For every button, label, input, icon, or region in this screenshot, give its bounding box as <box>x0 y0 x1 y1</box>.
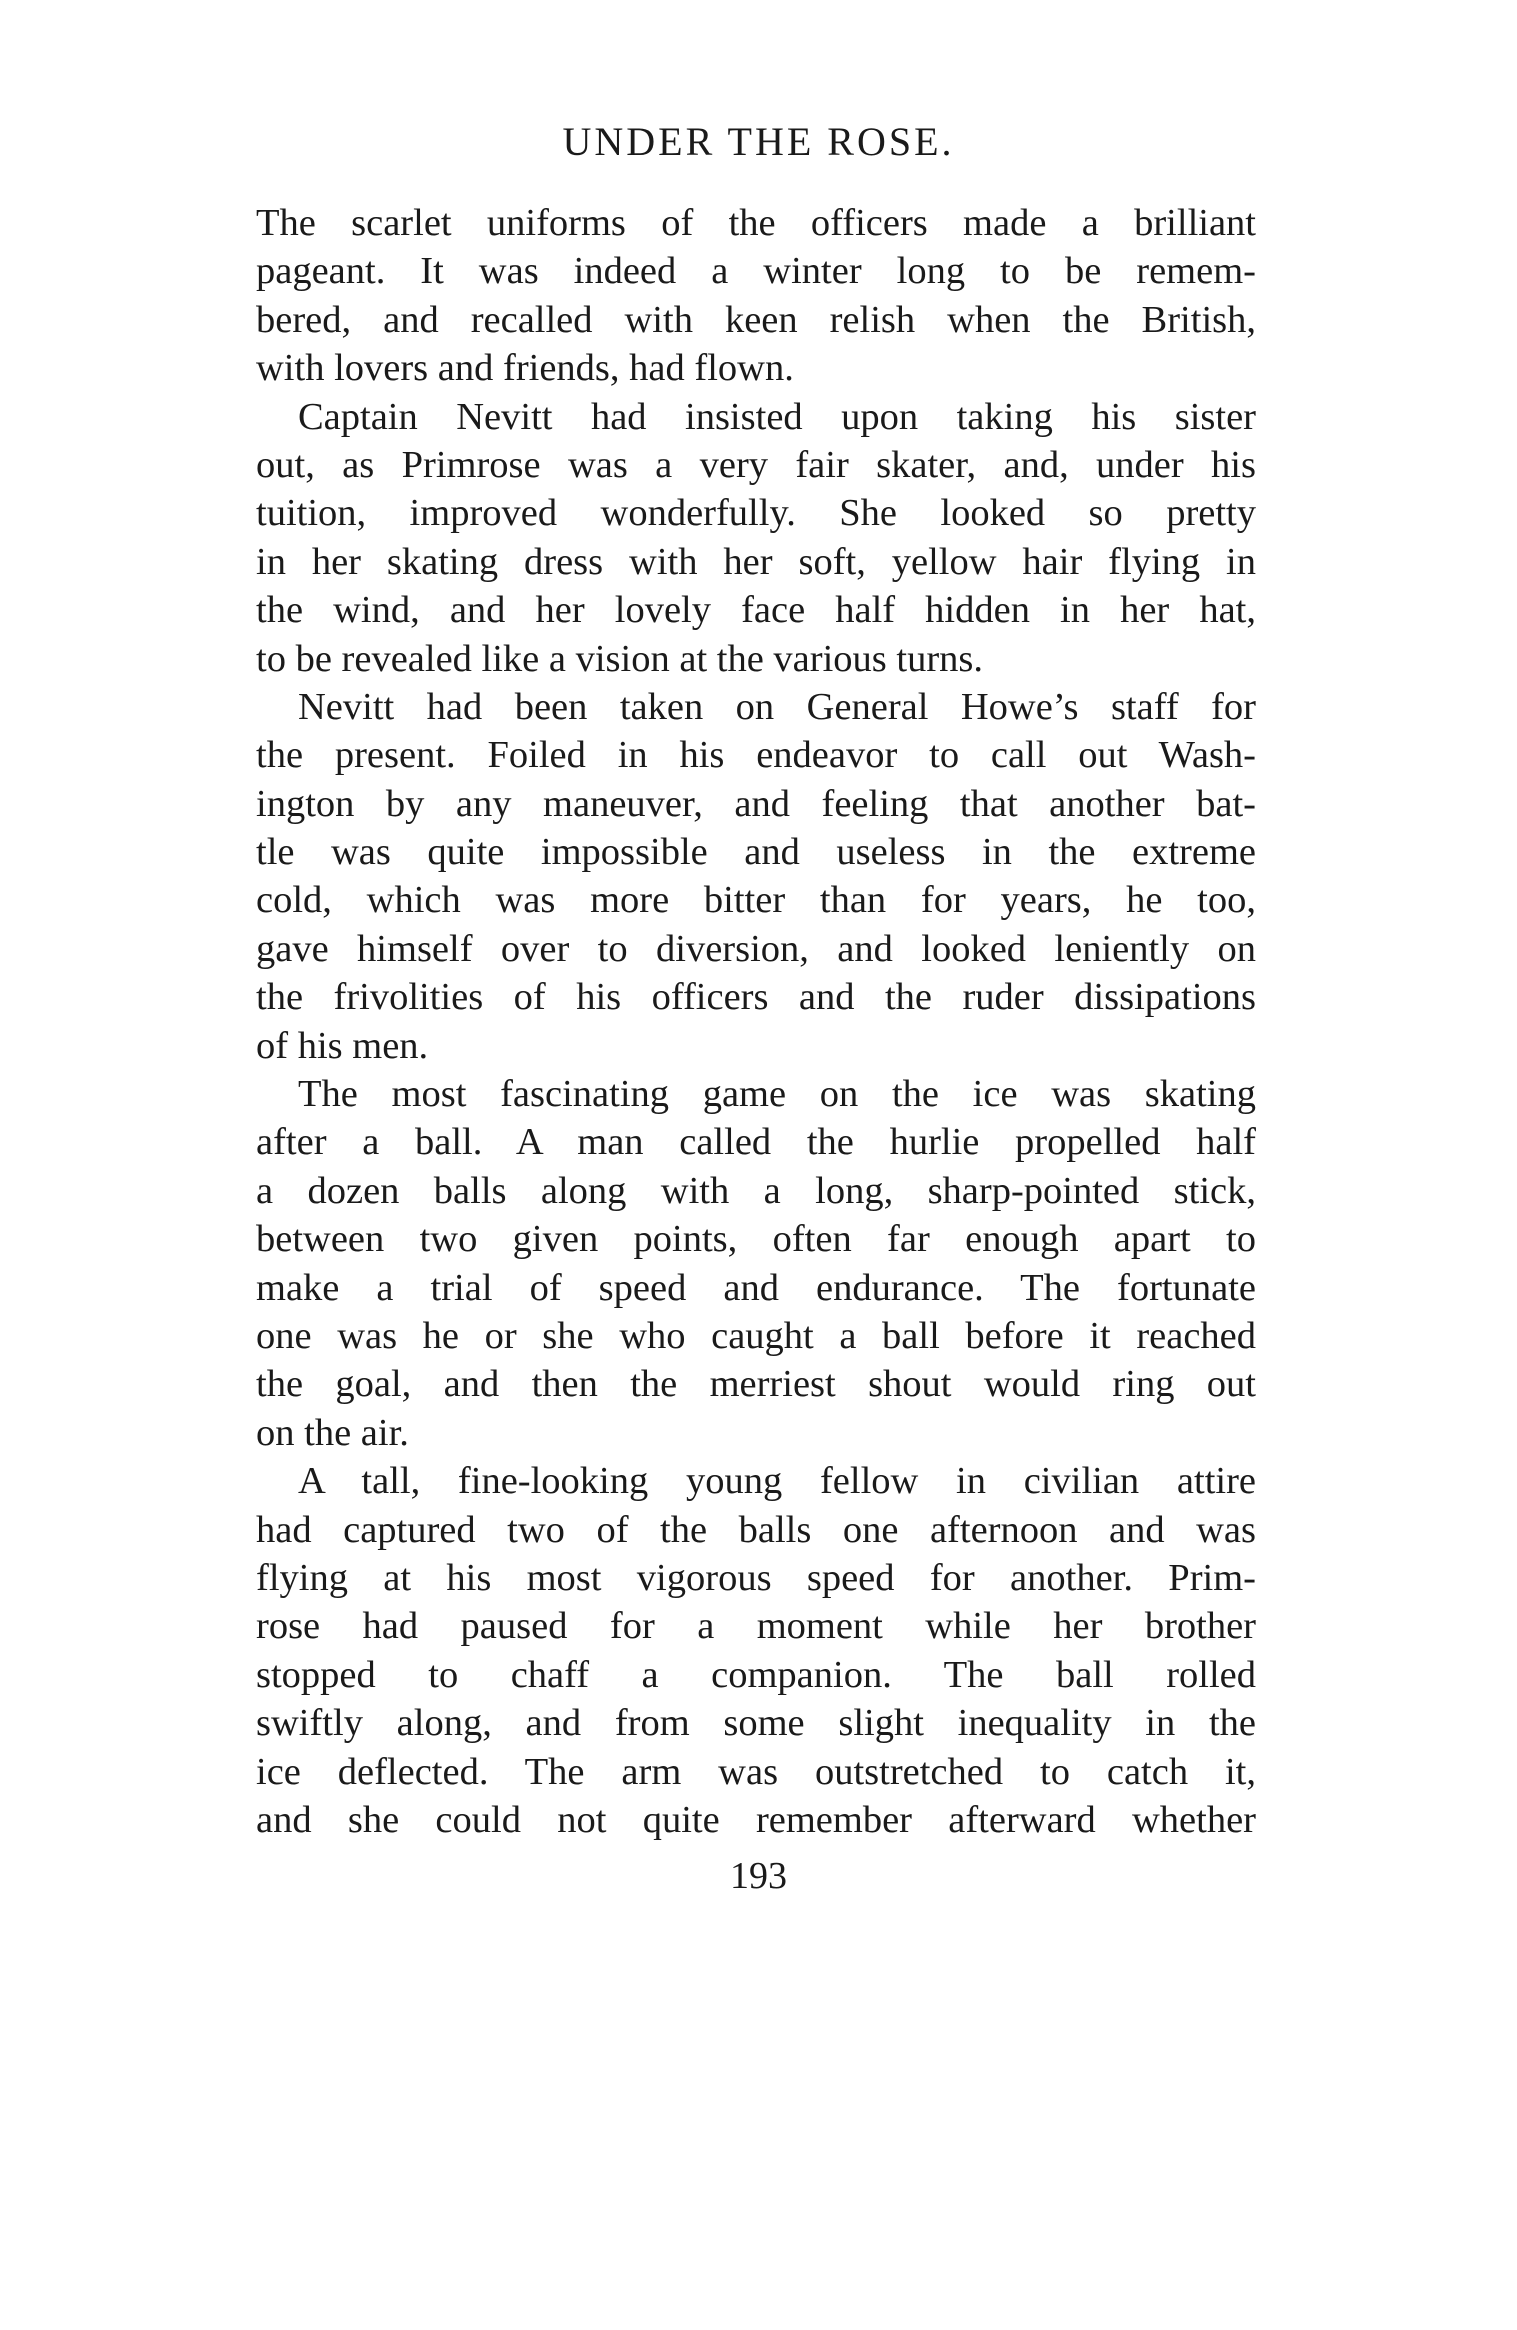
text-line: the goal, and then the merriest shout would ring out <box>256 1363 1256 1406</box>
text-line: the wind, and her lovely face half hidden in her hat, <box>256 589 1256 632</box>
text-line: flying at his most vigorous speed for another. Prim- <box>256 1556 1256 1599</box>
text-line: gave himself over to diversion, and looked leniently on <box>256 927 1256 970</box>
text-line: tuition, improved wonderfully. She looked so pretty <box>256 492 1256 535</box>
body-text <box>256 199 1256 1844</box>
page-number: 193 <box>730 1855 787 1897</box>
text-line: Captain Nevitt had insisted upon taking his sister <box>298 395 1256 438</box>
text-line: a dozen balls along with a long, sharp-pointed stick, <box>256 1169 1256 1212</box>
text-line: make a trial of speed and endurance. The fortunate <box>256 1266 1256 1309</box>
text-line: swiftly along, and from some slight inequality in the <box>256 1702 1256 1745</box>
text-line: ington by any maneuver, and feeling that another bat- <box>256 782 1256 825</box>
text-line: cold, which was more bitter than for years, he too, <box>256 879 1256 922</box>
text-line: A tall, fine-looking young fellow in civilian attire <box>298 1460 1256 1503</box>
text-line: stopped to chaff a companion. The ball rolled <box>256 1653 1256 1696</box>
text-line: the present. Foiled in his endeavor to call out Wash- <box>256 734 1256 777</box>
text-line: of his men. <box>256 1024 429 1067</box>
running-head: UNDER THE ROSE. <box>562 119 955 164</box>
text-line: the frivolities of his officers and the ruder dissipations <box>256 976 1256 1019</box>
text-line: had captured two of the balls one afternoon and was <box>256 1508 1256 1551</box>
text-line: Nevitt had been taken on General Howe’s staff for <box>298 685 1256 728</box>
text-line: one was he or she who caught a ball before it reached <box>256 1314 1256 1357</box>
text-line: The scarlet uniforms of the officers made a brilliant <box>256 202 1256 244</box>
text-line: tle was quite impossible and useless in the extreme <box>256 831 1256 874</box>
text-line: with lovers and friends, had flown. <box>256 347 794 390</box>
text-line: The most fascinating game on the ice was skating <box>298 1073 1256 1116</box>
text-line: out, as Primrose was a very fair skater, and, under his <box>256 443 1256 486</box>
text-line: to be revealed like a vision at the various turns. <box>256 637 984 680</box>
text-line: bered, and recalled with keen relish when the British, <box>256 298 1256 341</box>
text-line: rose had paused for a moment while her brother <box>256 1605 1256 1648</box>
text-line: ice deflected. The arm was outstretched to catch it, <box>256 1750 1256 1793</box>
text-line: pageant. It was indeed a winter long to be remem- <box>256 250 1256 293</box>
text-line: and she could not quite remember afterward whether <box>256 1798 1256 1841</box>
text-line: on the air. <box>256 1411 409 1454</box>
text-line: after a ball. A man called the hurlie propelled half <box>256 1121 1256 1164</box>
text-line: in her skating dress with her soft, yellow hair flying in <box>256 540 1256 583</box>
text-line: between two given points, often far enough apart to <box>256 1218 1256 1261</box>
